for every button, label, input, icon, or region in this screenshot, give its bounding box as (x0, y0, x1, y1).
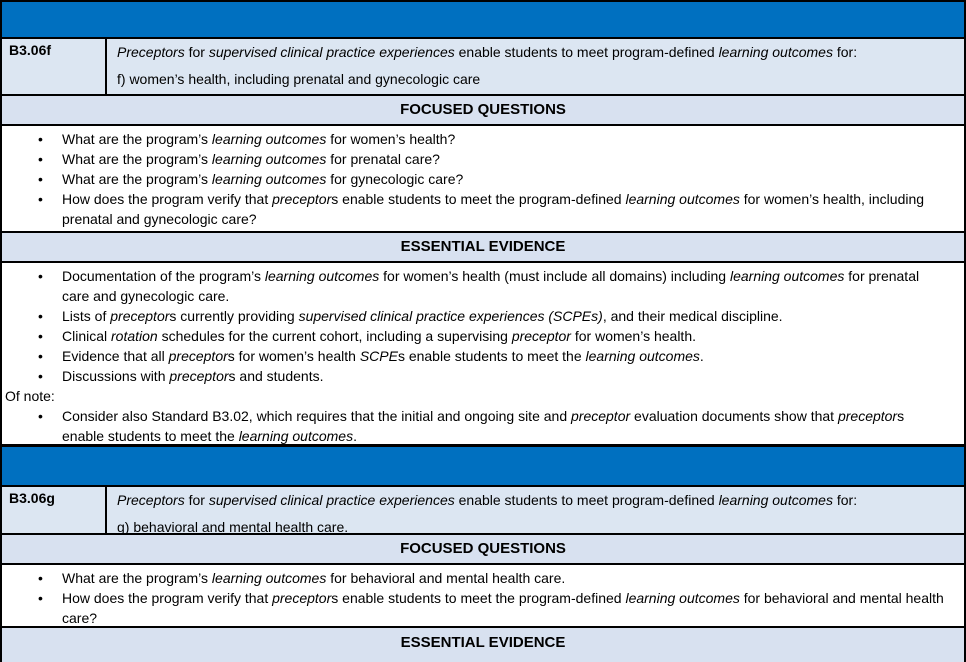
evidence-item: • Clinical rotation schedules for the current cohort, including a supervising preceptor for women’s health. (2, 326, 964, 346)
standard-row-b306g (2, 487, 964, 535)
standard-code: B3.06g (2, 487, 107, 533)
of-note-label: Of note: (5, 388, 55, 404)
standard-statement-cell (107, 487, 964, 533)
question-list (2, 568, 964, 628)
question-item: • What are the program’s learning outcomes for prenatal care? (2, 149, 964, 169)
focused-questions-list-b306f (2, 126, 964, 233)
of-note-list (2, 406, 964, 446)
standard-statement: Preceptors for supervised clinical practice experiences enable students to meet program-defined learning outcomes for: (117, 44, 858, 60)
focused-questions-header: FOCUSED QUESTIONS (2, 535, 964, 565)
standard-row-b306f (2, 39, 964, 96)
evidence-item: • Evidence that all preceptors for women’s health SCPEs enable students to meet the learning outcomes. (2, 346, 964, 366)
focused-questions-list-b306g (2, 565, 964, 628)
evidence-item: • Lists of preceptors currently providing supervised clinical practice experiences (SCPEs), and their medical discipline. (2, 306, 964, 326)
standard-sub-item: g) behavioral and mental health care. (117, 519, 349, 535)
question-item: • What are the program’s learning outcomes for behavioral and mental health care. (2, 568, 964, 588)
question-item: • How does the program verify that preceptors enable students to meet the program-defined learning outcomes for behavioral and mental health care? (2, 588, 964, 628)
evidence-item: • Documentation of the program’s learning outcomes for women’s health (must include all domains) including learning outcomes for prenatal care and gynecologic care. (2, 266, 964, 306)
essential-evidence-header: ESSENTIAL EVIDENCE (2, 628, 964, 662)
standard-statement: Preceptors for supervised clinical practice experiences enable students to meet program-defined learning outcomes for: (117, 492, 858, 508)
standard-sub-item: f) women’s health, including prenatal and gynecologic care (117, 71, 481, 87)
of-note-item: • Consider also Standard B3.02, which requires that the initial and ongoing site and preceptor evaluation documents show that preceptors enable students to meet the learning outcomes. (2, 406, 964, 446)
question-item: • What are the program’s learning outcomes for women’s health? (2, 129, 964, 149)
question-list (2, 129, 964, 229)
standard-statement-cell (107, 39, 964, 94)
essential-evidence-header: ESSENTIAL EVIDENCE (2, 233, 964, 263)
question-item: • What are the program’s learning outcomes for gynecologic care? (2, 169, 964, 189)
essential-evidence-list-b306f (2, 263, 964, 446)
evidence-item: • Discussions with preceptors and students. (2, 366, 964, 386)
standard-code: B3.06f (2, 39, 107, 94)
section-divider-bar (2, 2, 964, 39)
focused-questions-header: FOCUSED QUESTIONS (2, 96, 964, 126)
section-divider-bar (2, 446, 964, 487)
evidence-list (2, 266, 964, 386)
question-item: • How does the program verify that preceptors enable students to meet the program-defined learning outcomes for women’s health, including prenatal and gynecologic care? (2, 189, 964, 229)
